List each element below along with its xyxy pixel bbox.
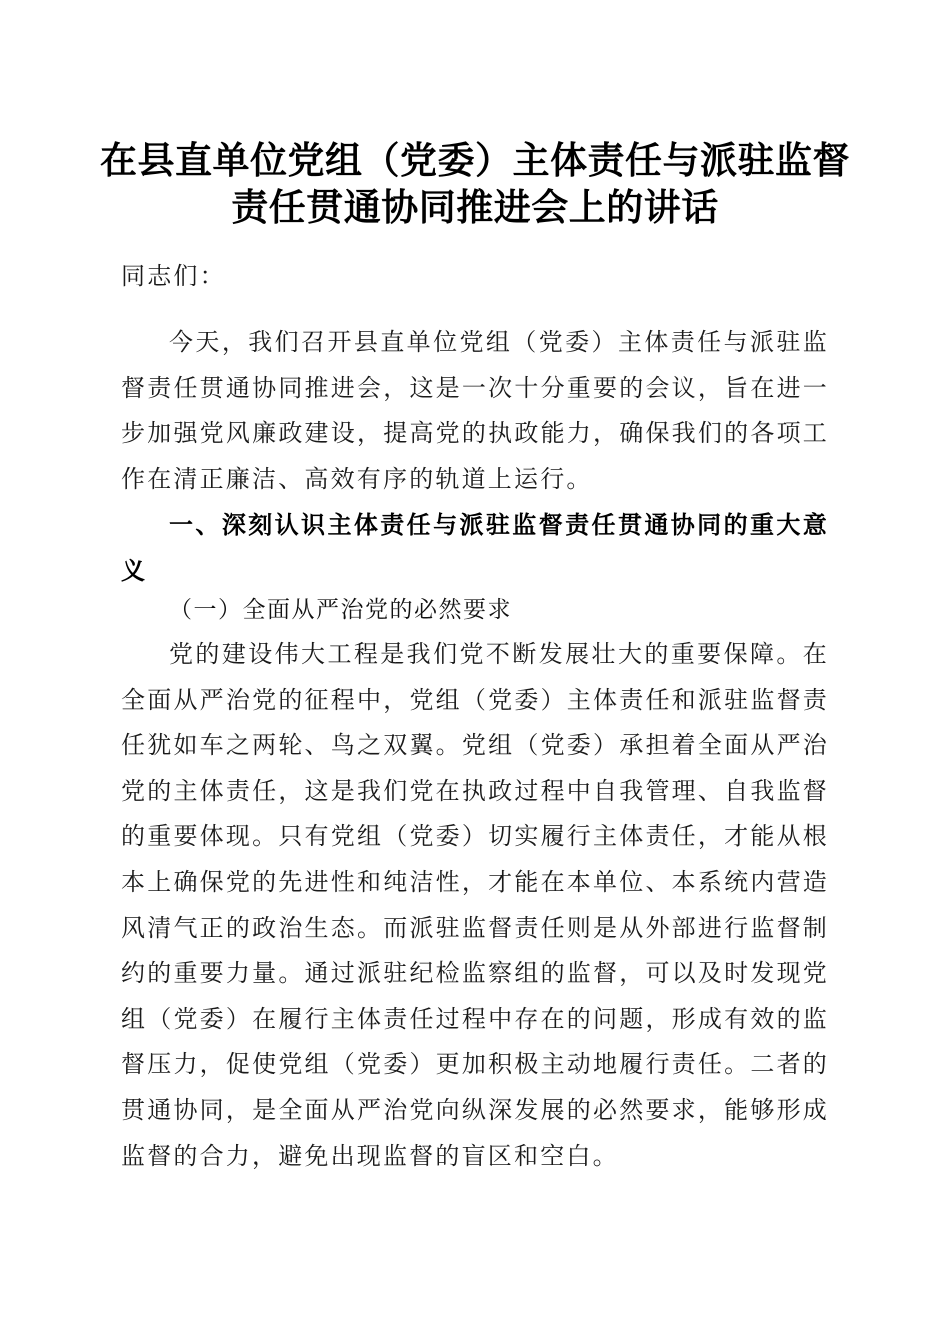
document-title-line-1: 在县直单位党组（党委）主体责任与派驻监督 [100,138,850,182]
subsection-heading-1: （一）全面从严治党的必然要求 [169,597,512,623]
document-title-line-2: 责任贯通协同推进会上的讲话 [231,185,719,229]
intro-paragraph: 今天，我们召开县直单位党组（党委）主体责任与派驻监督责任贯通协同推进会，这是一次十分重要的会议，旨在进一步加强党风廉政建设，提高党的执政能力，确保我们的各项工作在清正廉洁、高效有序的轨道上运行。 [121,328,829,493]
section-heading-1: 一、深刻认识主体责任与派驻监督责任贯通协同的重大意义 [121,511,829,585]
salutation: 同志们： [121,262,226,290]
subsection-paragraph-1: 党的建设伟大工程是我们党不断发展壮大的重要保障。在全面从严治党的征程中，党组（党委）主体责任和派驻监督责任犹如车之两轮、鸟之双翼。党组（党委）承担着全面从严治党的主体责任，这是我们党在执政过程中自我管理、自我监督的重要体现。只有党组（党委）切实履行主体责任，才能从根本上确保党的先进性和纯洁性，才能在本单位、本系统内营造风清气正的政治生态。而派驻监督责任则是从外部进行监督制约的重要力量。通过派驻纪检监察组的监督，可以及时发现党组（党委）在履行主体责任过程中存在的问题，形成有效的监督压力，促使党组（党委）更加积极主动地履行责任。二者的贯通协同，是全面从严治党向纵深发展的必然要求，能够形成监督的合力，避免出现监督的盲区和空白。 [121,640,829,1170]
